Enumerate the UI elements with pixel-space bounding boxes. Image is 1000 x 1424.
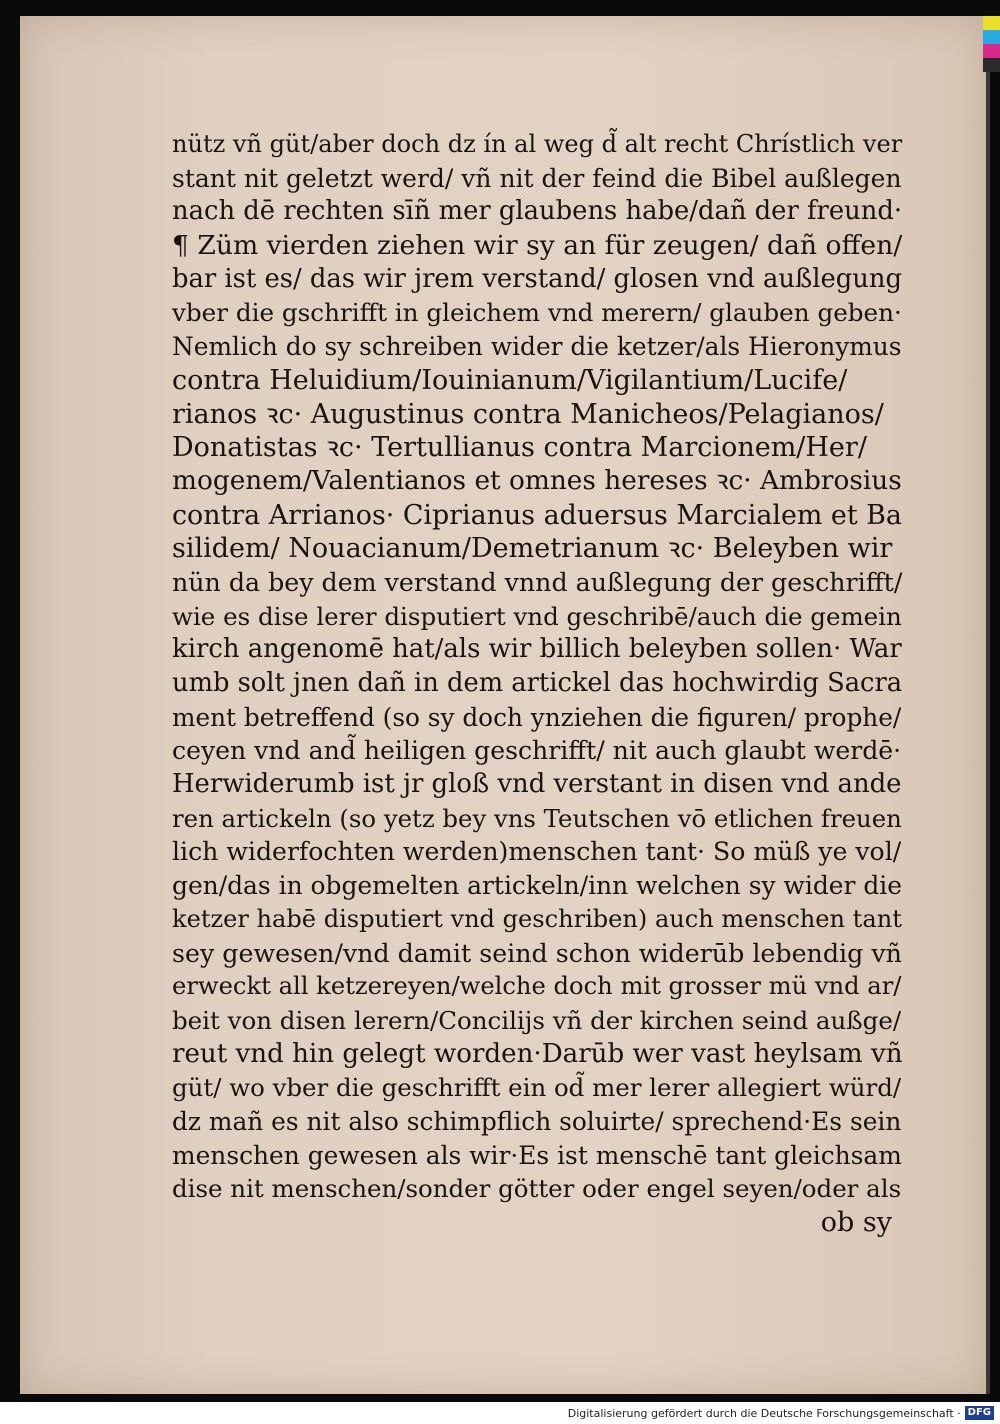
text-line: wie es dise lerer disputiert vnd geschribē/auch die gemein [172,601,902,631]
page-edge [986,16,990,1394]
text-line: erweckt all ketzereyen/welche doch mit grosser mü vnd ar/ [172,972,902,1001]
text-line: dz mañ es nit also schimpflich soluirte/ sprechend·Es sein [172,1106,902,1136]
text-line: ren artickeln (so yetz bey vns Teutschen vō etlichen freuen [172,803,902,833]
text-line: bar ist es/ das wir jrem verstand/ glosen vnd außlegung [172,263,903,294]
text-line: nach dē rechten sīñ mer glaubens habe/dañ der freund· [172,196,903,227]
text-line: silidem/ Nouacianum/Demetrianum ꝛc· Beleyben wir [172,533,893,565]
text-line: beit von disen lerern/Concilijs vñ der kirchen seind außge/ [172,1005,902,1035]
text-line: lich widerfochten werden)menschen tant· So müß ye vol/ [172,837,902,867]
text-line: ketzer habē disputiert vnd geschriben) auch menschen tant [172,904,902,933]
text-line: umb solt jnen dañ in dem artickel das hochwirdig Sacra [172,668,903,698]
text-line: gen/das in obgemelten artickeln/inn welchen sy wider die [172,871,902,901]
dfg-logo: DFG [965,1406,994,1420]
text-line: reut vnd hin gelegt worden·Darūb wer vast heylsam vñ [172,1038,903,1069]
text-line: ceyen vnd and̃ heiligen geschrifft/ nit auch glaubt werdē· [172,736,902,766]
text-line: ment betreffend (so sy doch ynziehen die figuren/ prophe/ [172,702,902,732]
text-line: güt/ wo vber die geschrifft ein od̃ mer lerer allegiert würd/ [172,1073,902,1103]
book-page [20,16,986,1394]
page-text-block [172,128,902,1240]
credit-text: Digitalisierung gefördert durch die Deutsche Forschungsgemeinschaft · [567,1406,961,1420]
text-line: rianos ꝛc· Augustinus contra Manicheos/Pelagianos/ [172,398,884,430]
text-line: Nemlich do sy schreiben wider die ketzer/als Hieronymus [172,332,902,362]
text-line: contra Heluidium/Iouinianum/Vigilantium/Lucife/ [172,364,848,396]
text-line: vber die gschrifft in gleichem vnd merern/ glauben geben· [172,298,902,328]
text-line: mogenem/Valentianos et omnes hereses ꝛc· Ambrosius [172,465,902,496]
digitization-credit [0,1402,1000,1424]
text-line: menschen gewesen als wir·Es ist menschē tant gleichsam [172,1140,902,1170]
text-line: kirch angenomē hat/als wir billich beleyben sollen· War [172,634,902,665]
color-calibration-strip [983,16,1000,72]
text-line: ¶ Züm vierden ziehen wir sy an für zeugen/ dañ offen/ [172,230,903,262]
catchword: ob sy [820,1207,892,1238]
text-line: contra Arrianos· Ciprianus aduersus Marcialem et Ba [172,499,902,531]
text-line: dise nit menschen/sonder götter oder engel seyen/oder als [172,1174,902,1204]
text-line: sey gewesen/vnd damit seind schon widerūb lebendig vñ [172,938,902,968]
text-line: nün da bey dem verstand vnnd außlegung der geschrifft/ [172,567,903,597]
text-line: stant nit geletzt werd/ vñ nit der feind die Bibel außlegen [172,163,902,193]
text-line: nütz vñ güt/aber doch dz ín al weg d̃ alt recht Chrístlich ver [172,130,903,158]
text-line: Herwiderumb ist jr gloß vnd verstant in disen vnd ande [172,769,902,800]
text-line: Donatistas ꝛc· Tertullianus contra Marcionem/Her/ [172,432,867,464]
